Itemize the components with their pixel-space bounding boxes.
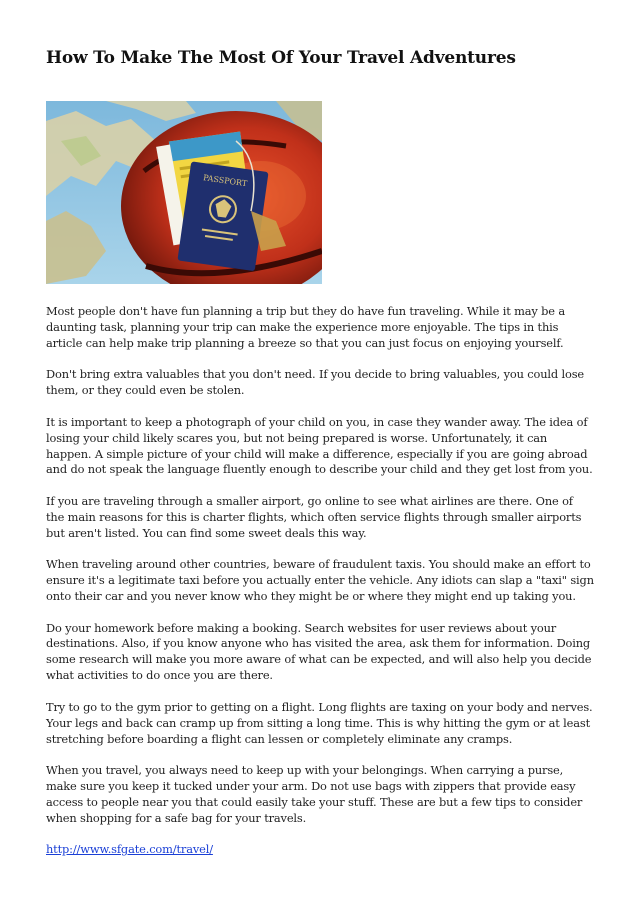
paragraph-belongings: When you travel, you always need to keep up with your belongings. When carrying a purse, make sure you keep it tucked under your arm. Do not use bags with zippers that provide easy access to people near you that could easily take your stuff. These are but a few tips to consider when shopping for a safe bag for your travels.	[46, 763, 583, 825]
paragraph-gym: Try to go to the gym prior to getting on a flight. Long flights are taxing on your body and nerves. Your legs and back can cramp up from sitting a long time. This is why hitting the gym or at least stretching before boarding a flight can lessen or completely eliminate any cramps.	[46, 699, 593, 746]
article-title: How To Make The Most Of Your Travel Adventures	[46, 48, 516, 68]
source-paragraph	[46, 842, 594, 858]
paragraph-intro: Most people don't have fun planning a trip but they do have fun traveling. While it may be a daunting task, planning your trip can make the experience more enjoyable. The tips in this article can help make trip planning a breeze so that you can just focus on enjoying yourself.	[46, 304, 565, 350]
paragraph-homework: Do your homework before making a booking. Search websites for user reviews about your destinations. Also, if you know anyone who has visited the area, ask them for information. Doing some research will make you more aware of what can be expected, and will also help you decide what activities to do once you are there.	[46, 620, 592, 683]
source-link[interactable]: http://www.sfgate.com/travel/	[46, 842, 213, 857]
paragraph-child-photo: It is important to keep a photograph of your child on you, in case they wander away. The idea of losing your child likely scares you, but not being prepared is worse. Unfortunately, it can happen. A simple picture of your child will make a difference, especially if you are going abroad and do not speak the language fluently enough to describe your child and they get lost from you.	[46, 414, 593, 477]
paragraph-taxis: When traveling around other countries, beware of fraudulent taxis. You should make an effort to ensure it's a legitimate taxi before you actually enter the vehicle. Any idiots can slap a "taxi" sign onto their car and you never know who they might be or where they might end up taking you.	[46, 557, 594, 604]
paragraph-valuables: Don't bring extra valuables that you don't need. If you decide to bring valuables, you could lose them, or they could even be stolen.	[46, 367, 584, 398]
travel-photo	[46, 101, 322, 284]
paragraph-small-airport: If you are traveling through a smaller airport, go online to see what airlines are there. One of the main reasons for this is charter flights, which often service flights through smaller airports but aren't listed. You can find some sweet deals this way.	[46, 493, 582, 540]
passport-label: PASSPORT	[202, 173, 248, 189]
travel-photo-illustration	[46, 101, 322, 284]
article-body	[46, 304, 594, 874]
